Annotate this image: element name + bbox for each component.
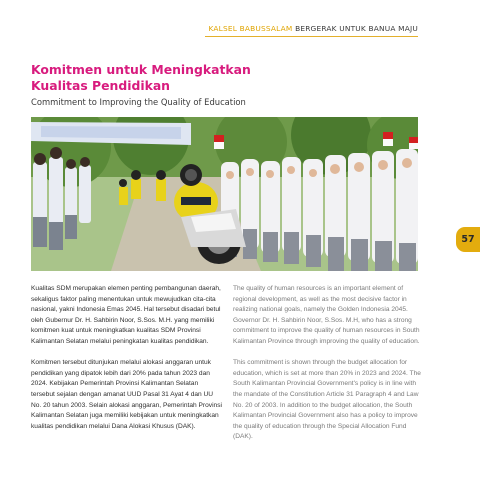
- page-number-tab: [456, 227, 480, 252]
- body-paragraph-en-1: The quality of human resources is an important element of regional development, as well as the most decisive factor in realizing national goals, namely the Golden Indonesia 2045. Governor Dr. H. Sahbirin Noor, S.Sos. M.H, who has a strong commitment to improve the quality of human resources in South Kalimantan Province through improving the quality of education.: [233, 285, 420, 345]
- body-column-english: [233, 284, 425, 454]
- page-subtitle: Commitment to Improving the Quality of Education: [31, 97, 246, 107]
- photo-students-greeting-motorcyclist: [31, 117, 418, 271]
- body-paragraph-id-1: Kualitas SDM merupakan elemen penting pembangunan daerah, sekaligus faktor paling menentukan untuk mewujudkan cita-cita nasional, yakni Indonesia Emas 2045. Hal tersebut disadari betul oleh Gubernur Dr. H. Sahbirin Noor, S.Sos. M.H. yang memiliki komitmen kuat untuk meningkatkan kualitas SDM Provinsi Kalimantan Selatan melalui peningkatan kualitas pendidikan.: [31, 285, 221, 345]
- body-paragraph-en-2: This commitment is shown through the budget allocation for education, which is set at more than 20% in 2023 and 2024. The South Kalimantan Provincial Government's policy is in line with the mandate of the Constitution Article 31 Paragraph 4 and Law No. 20 of 2003. In addition to the budget allocation, the South Kalimantan Provincial Government also has a policy to improve the quality of education through the Special Allocation Fund (DAK).: [233, 359, 421, 441]
- header-accent-text: KALSEL BABUSSALAM: [208, 24, 293, 33]
- page-title: Komitmen untuk Meningkatkan Kualitas Pendidikan: [31, 62, 251, 93]
- feature-photo: [31, 117, 418, 271]
- header-rule: [205, 36, 418, 37]
- body-paragraph-id-2: Komitmen tersebut ditunjukan melalui alokasi anggaran untuk pendidikan yang dipatok lebih dari 20% pada tahun 2023 dan 2024. Kebijakan Pemerintah Provinsi Kalimantan Selatan tersebut sejalan dengan amanat UUD Pasal 31 Ayat 4 dan UU No. 20 tahun 2003. Selain alokasi anggaran, Pemerintah Provinsi Kalimantan Selatan juga memiliki kebijakan untuk meningkatkan kualitas pendidikan melalui Dana Alokasi Khusus (DAK).: [31, 359, 222, 430]
- body-column-indonesian: [31, 284, 223, 443]
- page-number: 57: [461, 234, 475, 245]
- running-header: [208, 24, 418, 33]
- header-main-text: BERGERAK UNTUK BANUA MAJU: [295, 24, 418, 33]
